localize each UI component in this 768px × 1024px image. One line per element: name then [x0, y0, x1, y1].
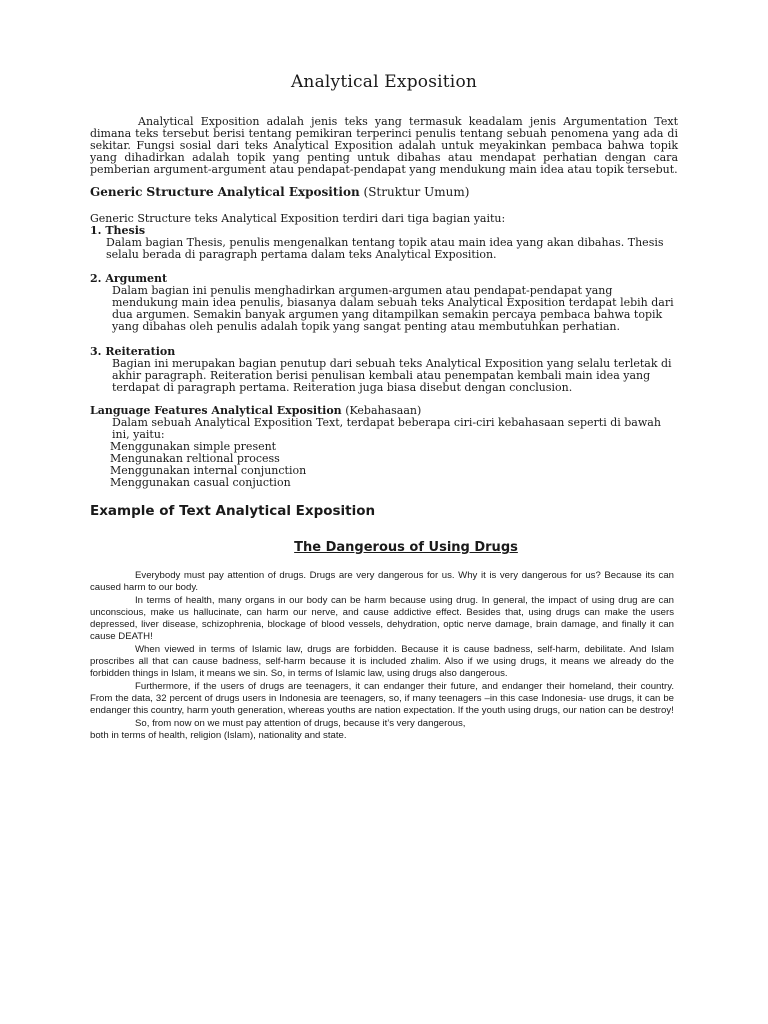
reiteration-heading: 3. Reiteration: [90, 345, 176, 358]
reiteration-text: Bagian ini merupakan bagian penutup dari sebuah teks Analytical Exposition yang selalu terletak di akhir paragraph. Reiteration berisi penulisan kembali atau penempatan kembali main idea yang terdapat di paragraph pertama. Reiteration juga biasa disebut dengan conclusion.: [112, 357, 672, 394]
reiteration-section: [90, 346, 678, 394]
generic-heading-prefix: Generic: [90, 185, 143, 199]
language-lead: Dalam sebuah Analytical Exposition Text, terdapat beberapa ciri-ciri kebahasaan seperti di bawah ini, yaitu:: [112, 416, 661, 441]
thesis-heading: 1. Thesis: [90, 224, 146, 237]
generic-heading-bold: Structure: [146, 184, 214, 199]
argument-section: [90, 273, 678, 333]
argument-heading: 2. Argument: [90, 272, 168, 285]
example-heading: Example of Text Analytical Exposition: [90, 503, 376, 519]
story-paragraph: Everybody must pay attention of drugs. Drugs are very dangerous for us. Why it is very dangerous for us? Because its can caused harm to our body.: [90, 570, 674, 594]
generic-structure-heading: [90, 186, 678, 198]
story-body: [90, 570, 674, 742]
generic-structure-section: [90, 213, 678, 261]
language-item: Mengunakan reltional process: [110, 452, 280, 465]
story-paragraph: So, from now on we must pay attention of drugs, because it’s very dangerous,: [135, 717, 466, 729]
language-item: Menggunakan simple present: [110, 440, 277, 453]
language-item: Menggunakan internal conjunction: [110, 464, 307, 477]
story-paragraph: both in terms of health, religion (Islam), nationality and state.: [90, 729, 347, 741]
story-title: The Dangerous of Using Drugs: [294, 540, 518, 555]
story-paragraph: Furthermore, if the users of drugs are teenagers, it can endanger their future, and endanger their homeland, their country. From the data, 32 percent of drugs users in Indonesia are teenagers, so, if many teenagers –in this case Indonesia- use drugs, it can be endanger this country, harm youth generation, whereas youths are nation expectation. If the youth using drugs, our nation can be destroy!: [90, 680, 674, 717]
generic-lead: Generic Structure teks Analytical Exposition terdiri dari tiga bagian yaitu:: [90, 212, 506, 225]
page-title: Analytical Exposition: [290, 72, 478, 92]
generic-heading-paren: (Struktur Umum): [363, 185, 470, 199]
intro-paragraph: Analytical Exposition adalah jenis teks yang termasuk keadalam jenis Argumentation Text dimana teks tersebut berisi tentang pemikiran terperinci penulis tentang sebuah penomena yang ada di sekitar. Fungsi sosial dari teks Analytical Exposition adalah untuk meyakinkan pembaca bahwa topik yang dihadirkan adalah topik yang penting untuk dibahas atau mendapat perhatian dengan cara pemberian argument-argument atau pendapat-pendapat yang mendukung main idea atau topik tersebut.: [90, 115, 678, 176]
language-heading: Language Features Analytical Exposition: [90, 404, 342, 417]
argument-text: Dalam bagian ini penulis menghadirkan argumen-argumen atau pendapat-pendapat yang mendukung main idea penulis, biasanya dalam sebuah teks Analytical Exposition terdapat lebih dari dua argumen. Semakin banyak argumen yang ditampilkan semakin percaya pembaca bahwa topik yang dibahas oleh penulis adalah topik yang sangat penting atau membutuhkan perhatian.: [112, 284, 674, 333]
language-item: Menggunakan casual conjuction: [110, 476, 291, 489]
language-features-section: [90, 405, 678, 489]
thesis-text: Dalam bagian Thesis, penulis mengenalkan tentang topik atau main idea yang akan dibahas. Thesis selalu berada di paragraph pertama dalam teks Analytical Exposition.: [106, 236, 664, 261]
story-paragraph: In terms of health, many organs in our body can be harm because using drug. In general, the impact of using drug are can unconscious, make us hallucinate, can harm our nerve, and cause addictive effect. Besides that, using drugs can make the users depressed, liver disease, schizophrenia, blockage of blood vessels, dehydration, optic nerve damage, brain damage, and finally it can cause DEATH!: [90, 594, 674, 643]
story-paragraph: When viewed in terms of Islamic law, drugs are forbidden. Because it is cause badness, self-harm, debilitate. And Islam proscribes all that can cause badness, self-harm because it is included zhalim. Also if we using drugs, it means we already do the forbidden things in Islam, it means we sin. So, in terms of Islamic law, using drugs also dangerous.: [90, 643, 674, 680]
generic-heading-rest: Analytical Exposition: [217, 185, 360, 199]
language-heading-paren: (Kebahasaan): [345, 404, 422, 417]
